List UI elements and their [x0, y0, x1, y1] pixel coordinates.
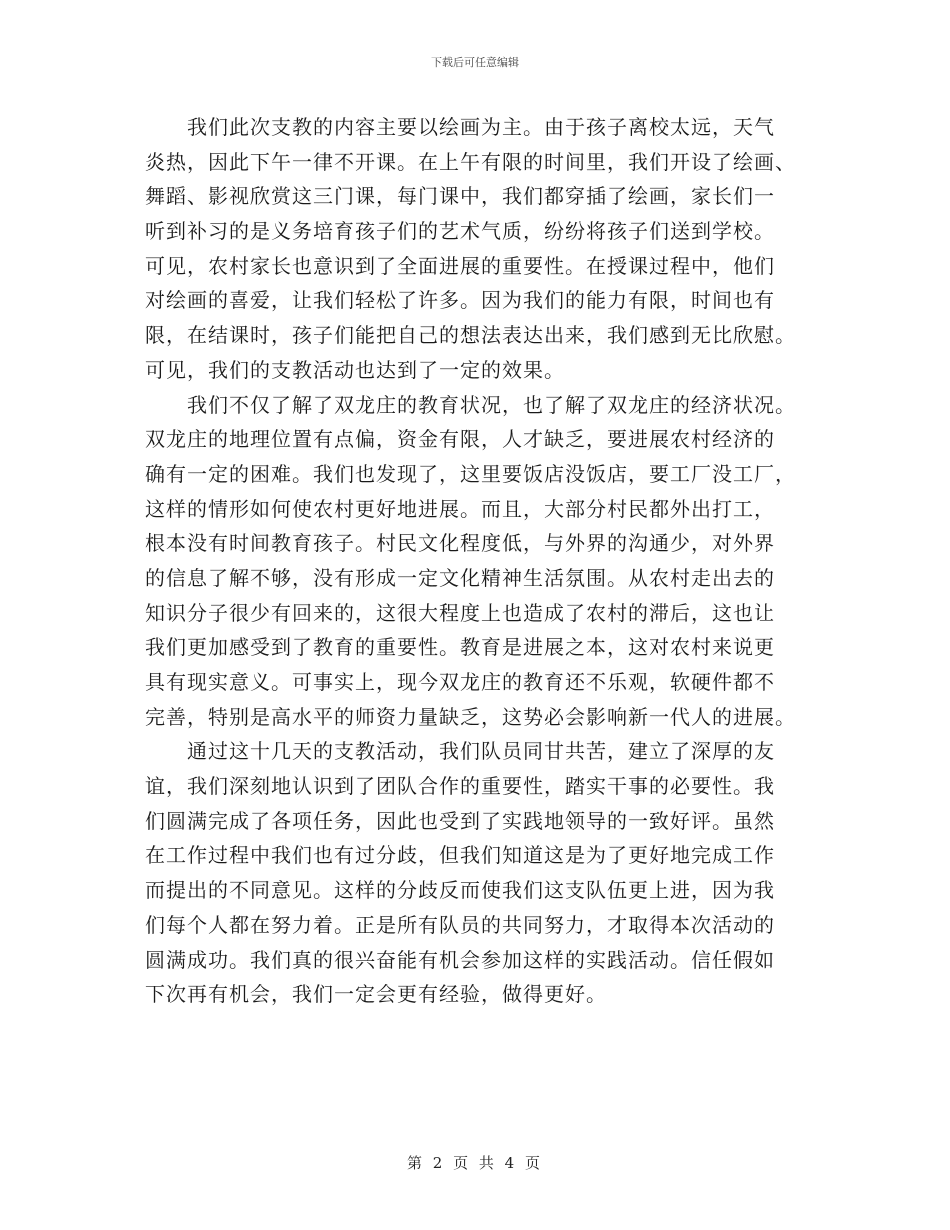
paragraph-1-line-8: 可见，我们的支教活动也达到了一定的效果。 — [145, 357, 565, 382]
paragraph-3-line-7: 圆满成功。我们真的很兴奋能有机会参加这样的实践活动。信任假如 — [145, 947, 775, 972]
paragraph-2-line-10: 完善，特别是高水平的师资力量缺乏，这势必会影响新一代人的进展。 — [145, 704, 796, 729]
page-header: 下载后可任意编辑 — [431, 56, 519, 69]
paragraph-2-line-7: 知识分子很少有回来的，这很大程度上也造成了农村的滞后，这也让 — [145, 600, 775, 625]
paragraph-1-line-5: 可见，农村家长也意识到了全面进展的重要性。在授课过程中，他们 — [145, 253, 775, 278]
paragraph-3-line-6: 们每个人都在努力着。正是所有队员的共同努力，才取得本次活动的 — [145, 912, 775, 937]
paragraph-3-line-8: 下次再有机会，我们一定会更有经验，做得更好。 — [145, 982, 607, 1007]
paragraph-2-line-3: 确有一定的困难。我们也发现了，这里要饭店没饭店，要工厂没工厂， — [145, 461, 796, 486]
paragraph-3-line-5: 而提出的不同意见。这样的分歧反而使我们这支队伍更上进，因为我 — [145, 878, 775, 903]
paragraph-2-line-5: 根本没有时间教育孩子。村民文化程度低，与外界的沟通少，对外界 — [145, 531, 775, 556]
paragraph-1-line-7: 限，在结课时，孩子们能把自己的想法表达出来，我们感到无比欣慰。 — [145, 323, 796, 348]
paragraph-2-line-1: 我们不仅了解了双龙庄的教育状况，也了解了双龙庄的经济状况。 — [187, 392, 796, 417]
paragraph-2-line-9: 具有现实意义。可事实上，现今双龙庄的教育还不乐观，软硬件都不 — [145, 670, 775, 694]
paragraph-1-line-6: 对绘画的喜爱，让我们轻松了许多。因为我们的能力有限，时间也有 — [145, 288, 775, 313]
paragraph-2-line-8: 我们更加感受到了教育的重要性。教育是进展之本，这对农村来说更 — [145, 635, 775, 660]
paragraph-2-line-6: 的信息了解不够，没有形成一定文化精神生活氛围。从农村走出去的 — [145, 565, 775, 590]
paragraph-1-line-1: 我们此次支教的内容主要以绘画为主。由于孩子离校太远，天气 — [187, 115, 775, 139]
document-body — [145, 110, 825, 1012]
paragraph-3-line-4: 在工作过程中我们也有过分歧，但我们知道这是为了更好地完成工作 — [145, 843, 775, 868]
paragraph-1-line-2: 炎热，因此下午一律不开课。在上午有限的时间里，我们开设了绘画、 — [145, 149, 796, 174]
paragraph-2-line-4: 这样的情形如何使农村更好地进展。而且，大部分村民都外出打工， — [145, 496, 775, 521]
paragraph-1-line-4: 听到补习的是义务培育孩子们的艺术气质，纷纷将孩子们送到学校。 — [145, 219, 775, 244]
paragraph-3-line-3: 们圆满完成了各项任务，因此也受到了实践地领导的一致好评。虽然 — [145, 808, 775, 833]
paragraph-3-line-1: 通过这十几天的支教活动，我们队员同甘共苦，建立了深厚的友 — [187, 739, 775, 764]
page-footer: 第 2 页 共 4 页 — [407, 1154, 543, 1172]
paragraph-2-line-2: 双龙庄的地理位置有点偏，资金有限，人才缺乏，要进展农村经济的 — [145, 427, 775, 452]
paragraph-3-line-2: 谊，我们深刻地认识到了团队合作的重要性，踏实干事的必要性。我 — [145, 774, 775, 799]
paragraph-1-line-3: 舞蹈、影视欣赏这三门课，每门课中，我们都穿插了绘画，家长们一 — [145, 184, 775, 209]
